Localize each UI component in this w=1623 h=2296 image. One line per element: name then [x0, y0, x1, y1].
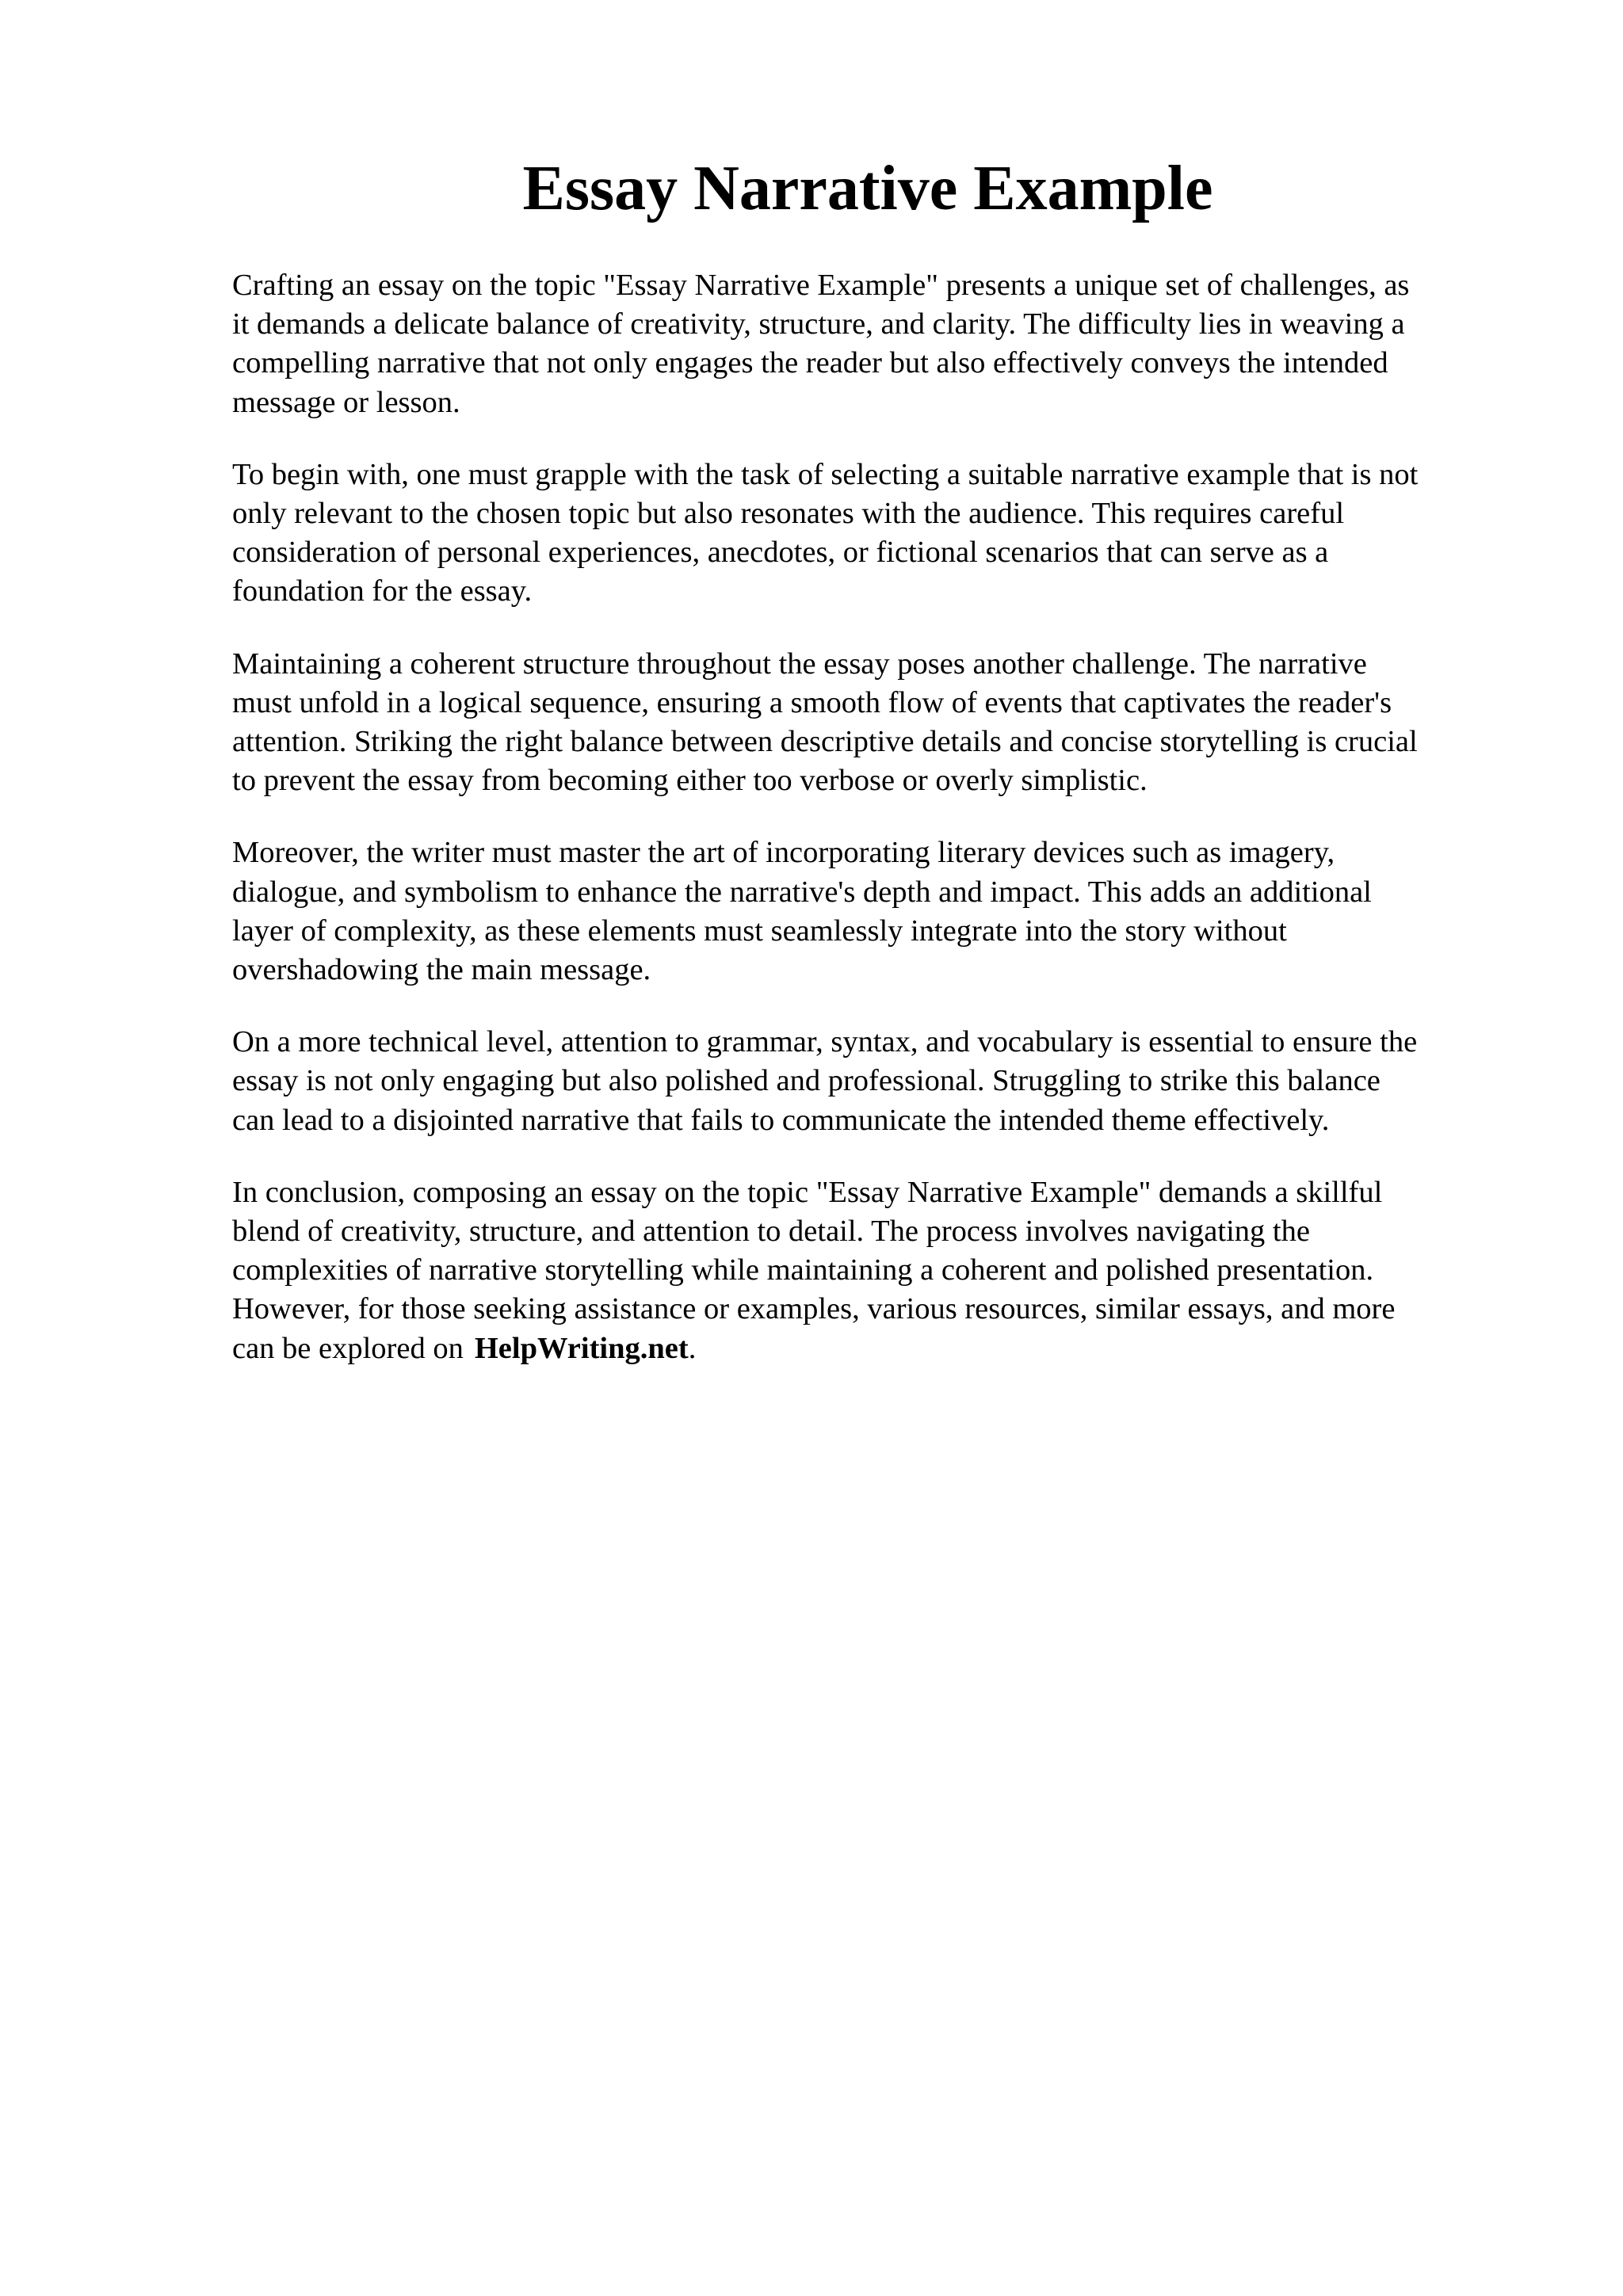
paragraph-selection — [232, 456, 1524, 612]
text-line: compelling narrative that not only engages the reader but also effectively conveys the intended — [232, 346, 1388, 380]
text-line: On a more technical level, attention to grammar, syntax, and vocabulary is essential to ensure the — [232, 1025, 1418, 1059]
text-line: can lead to a disjointed narrative that fails to communicate the intended theme effectively. — [232, 1103, 1330, 1137]
text-line: essay is not only engaging but also polished and professional. Struggling to strike this balance — [232, 1064, 1381, 1098]
text-line-suffix: . — [688, 1331, 697, 1365]
paragraph-conclusion — [232, 1173, 1524, 1368]
text-line: to prevent the essay from becoming either too verbose or overly simplistic. — [232, 764, 1148, 798]
text-line: However, for those seeking assistance or examples, various resources, similar essays, and more — [232, 1292, 1396, 1326]
text-line: it demands a delicate balance of creativity, structure, and clarity. The difficulty lies in weaving a — [232, 307, 1405, 341]
text-line: Crafting an essay on the topic "Essay Narrative Example" presents a unique set of challenges, as — [232, 269, 1410, 302]
text-line: attention. Striking the right balance between descriptive details and concise storytelling is crucial — [232, 725, 1418, 759]
text-line-with-link — [232, 1329, 1524, 1368]
text-line: dialogue, and symbolism to enhance the narrative's depth and impact. This adds an additional — [232, 875, 1372, 909]
text-line: overshadowing the main message. — [232, 953, 651, 987]
document-body — [232, 266, 1524, 1402]
paragraph-literary-devices — [232, 833, 1524, 990]
paragraph-technical — [232, 1023, 1524, 1140]
document-title: Essay Narrative Example — [522, 154, 1213, 223]
text-line: To begin with, one must grapple with the task of selecting a suitable narrative example that is not — [232, 457, 1419, 491]
text-line: layer of complexity, as these elements must seamlessly integrate into the story without — [232, 913, 1287, 948]
text-line: In conclusion, composing an essay on the topic "Essay Narrative Example" demands a skillful — [232, 1175, 1383, 1209]
text-line-prefix: can be explored on — [232, 1331, 464, 1365]
paragraph-structure — [232, 645, 1524, 801]
text-line: must unfold in a logical sequence, ensuring a smooth flow of events that captivates the reader's — [232, 685, 1392, 719]
text-line: only relevant to the chosen topic but also resonates with the audience. This requires careful — [232, 497, 1345, 531]
paragraph-intro — [232, 266, 1524, 422]
text-line: Moreover, the writer must master the art of incorporating literary devices such as imagery, — [232, 836, 1335, 870]
text-line: message or lesson. — [232, 385, 460, 419]
text-line: complexities of narrative storytelling while maintaining a coherent and polished presentation. — [232, 1253, 1374, 1287]
text-line: foundation for the essay. — [232, 574, 533, 608]
helpwriting-link[interactable]: HelpWriting.net — [474, 1331, 689, 1365]
text-line: blend of creativity, structure, and attention to detail. The process involves navigating the — [232, 1215, 1310, 1249]
text-line: Maintaining a coherent structure throughout the essay poses another challenge. The narrative — [232, 646, 1367, 681]
text-line: consideration of personal experiences, anecdotes, or fictional scenarios that can serve as a — [232, 536, 1329, 570]
